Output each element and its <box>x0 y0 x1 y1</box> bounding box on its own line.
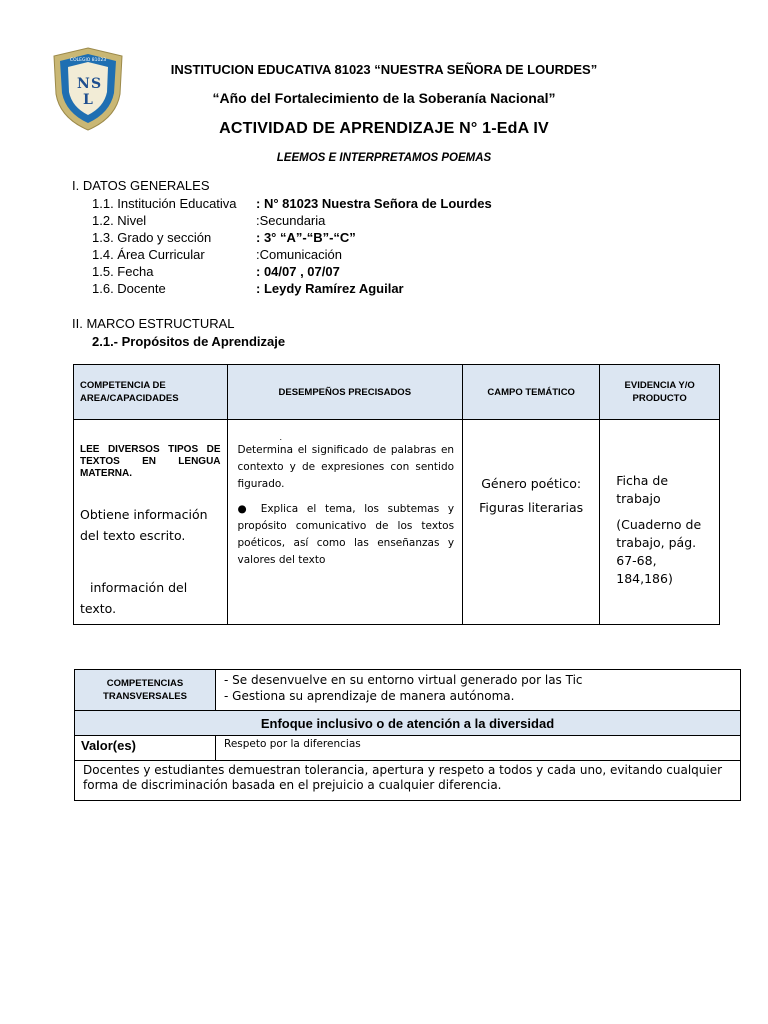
datos-key: 1.2. Nivel <box>92 213 147 228</box>
datos-value: :Comunicación <box>256 247 342 262</box>
datos-value: : Leydy Ramírez Aguilar <box>256 281 404 296</box>
datos-value: : N° 81023 Nuestra Señora de Lourdes <box>256 196 492 211</box>
table-row <box>75 736 741 761</box>
table-row <box>75 761 741 801</box>
enfoque-title: Enfoque inclusivo o de atención a la diversidad <box>75 711 741 736</box>
year-motto: “Año del Fortalecimiento de la Soberanía Nacional” <box>212 90 556 106</box>
valor-value: Respeto por la diferencias <box>216 736 741 761</box>
school-name: INSTITUCION EDUCATIVA 81023 “NUESTRA SEÑORA DE LOURDES” <box>170 62 598 77</box>
desempeno-2: ● Explica el tema, los subtemas y propósito comunicativo de los textos poéticos, así como las enseñanzas y valores del texto <box>237 503 455 566</box>
desempenos-cell <box>227 420 463 625</box>
list-item: - Gestiona su aprendizaje de manera autónoma. <box>224 689 515 703</box>
svg-text:COLEGIO 81023: COLEGIO 81023 <box>69 58 107 63</box>
competencia-cell <box>74 420 228 625</box>
datos-key: 1.1. Institución Educativa <box>92 196 237 211</box>
table-header-row <box>74 365 720 420</box>
datos-key: 1.4. Área Curricular <box>92 247 205 262</box>
competencias-transversales-label: COMPETENCIAS TRANSVERSALES <box>75 670 216 711</box>
campo-tematico-1: Género poético: <box>481 476 582 491</box>
competencias-transversales-table <box>74 669 741 801</box>
section-datos-generales-title: I. DATOS GENERALES <box>72 178 210 193</box>
competencias-transversales-list <box>216 670 741 711</box>
campo-tematico-2: Figuras literarias <box>479 500 584 515</box>
bullet-dot-icon: ● <box>237 503 253 515</box>
datos-value: : 3° “A”-“B”-“C” <box>256 230 356 245</box>
datos-value: : 04/07 , 07/07 <box>256 264 340 279</box>
header-competencia: COMPETENCIA DE AREA/CAPACIDADES <box>74 365 228 420</box>
subsection-propositos-title: 2.1.- Propósitos de Aprendizaje <box>92 334 286 349</box>
header-desempenos: DESEMPEÑOS PRECISADOS <box>227 365 463 420</box>
activity-subtitle: LEEMOS E INTERPRETAMOS POEMAS <box>276 152 492 164</box>
datos-key: 1.3. Grado y sección <box>92 230 212 245</box>
table-row <box>75 670 741 711</box>
capacidad-1: Obtiene información del texto escrito. <box>80 507 208 543</box>
desempeno-1: Determina el significado de palabras en contexto y de expresiones con sentido figurado. <box>237 444 455 490</box>
evidencia-1: Ficha de trabajo <box>616 473 669 506</box>
stray-dot: . <box>279 433 283 442</box>
header-evidencia: EVIDENCIA Y/O PRODUCTO <box>600 365 720 420</box>
activity-title: ACTIVIDAD DE APRENDIZAJE N° 1-EdA IV <box>219 120 549 137</box>
table-row <box>75 711 741 736</box>
evidencia-cell <box>600 420 720 625</box>
datos-key: 1.6. Docente <box>92 281 166 296</box>
campo-tematico-cell <box>463 420 600 625</box>
datos-key: 1.5. Fecha <box>92 264 154 279</box>
evidencia-2: (Cuaderno de trabajo, pág. 67-68, 184,186) <box>616 517 702 586</box>
list-item: - Se desenvuelve en su entorno virtual generado por las Tic <box>224 673 583 687</box>
propositos-table <box>73 364 720 625</box>
valor-description: Docentes y estudiantes demuestran tolerancia, apertura y respeto a todos y cada uno, evitando cualquier forma de discriminación basada en el prejuicio a cualquier diferencia. <box>75 761 741 801</box>
table-row <box>74 420 720 625</box>
valor-label: Valor(es) <box>75 736 216 761</box>
svg-text:S: S <box>91 76 102 92</box>
datos-value: :Secundaria <box>256 213 326 228</box>
svg-text:L: L <box>83 92 93 108</box>
header-campo-tematico: CAMPO TEMÁTICO <box>463 365 600 420</box>
svg-text:N: N <box>77 76 90 92</box>
competencia-text: LEE DIVERSOS TIPOS DE TEXTOS EN LENGUA MATERNA. <box>80 444 221 479</box>
capacidad-2: información del texto. <box>80 580 188 616</box>
section-marco-estructural-title: II. MARCO ESTRUCTURAL <box>72 316 235 331</box>
